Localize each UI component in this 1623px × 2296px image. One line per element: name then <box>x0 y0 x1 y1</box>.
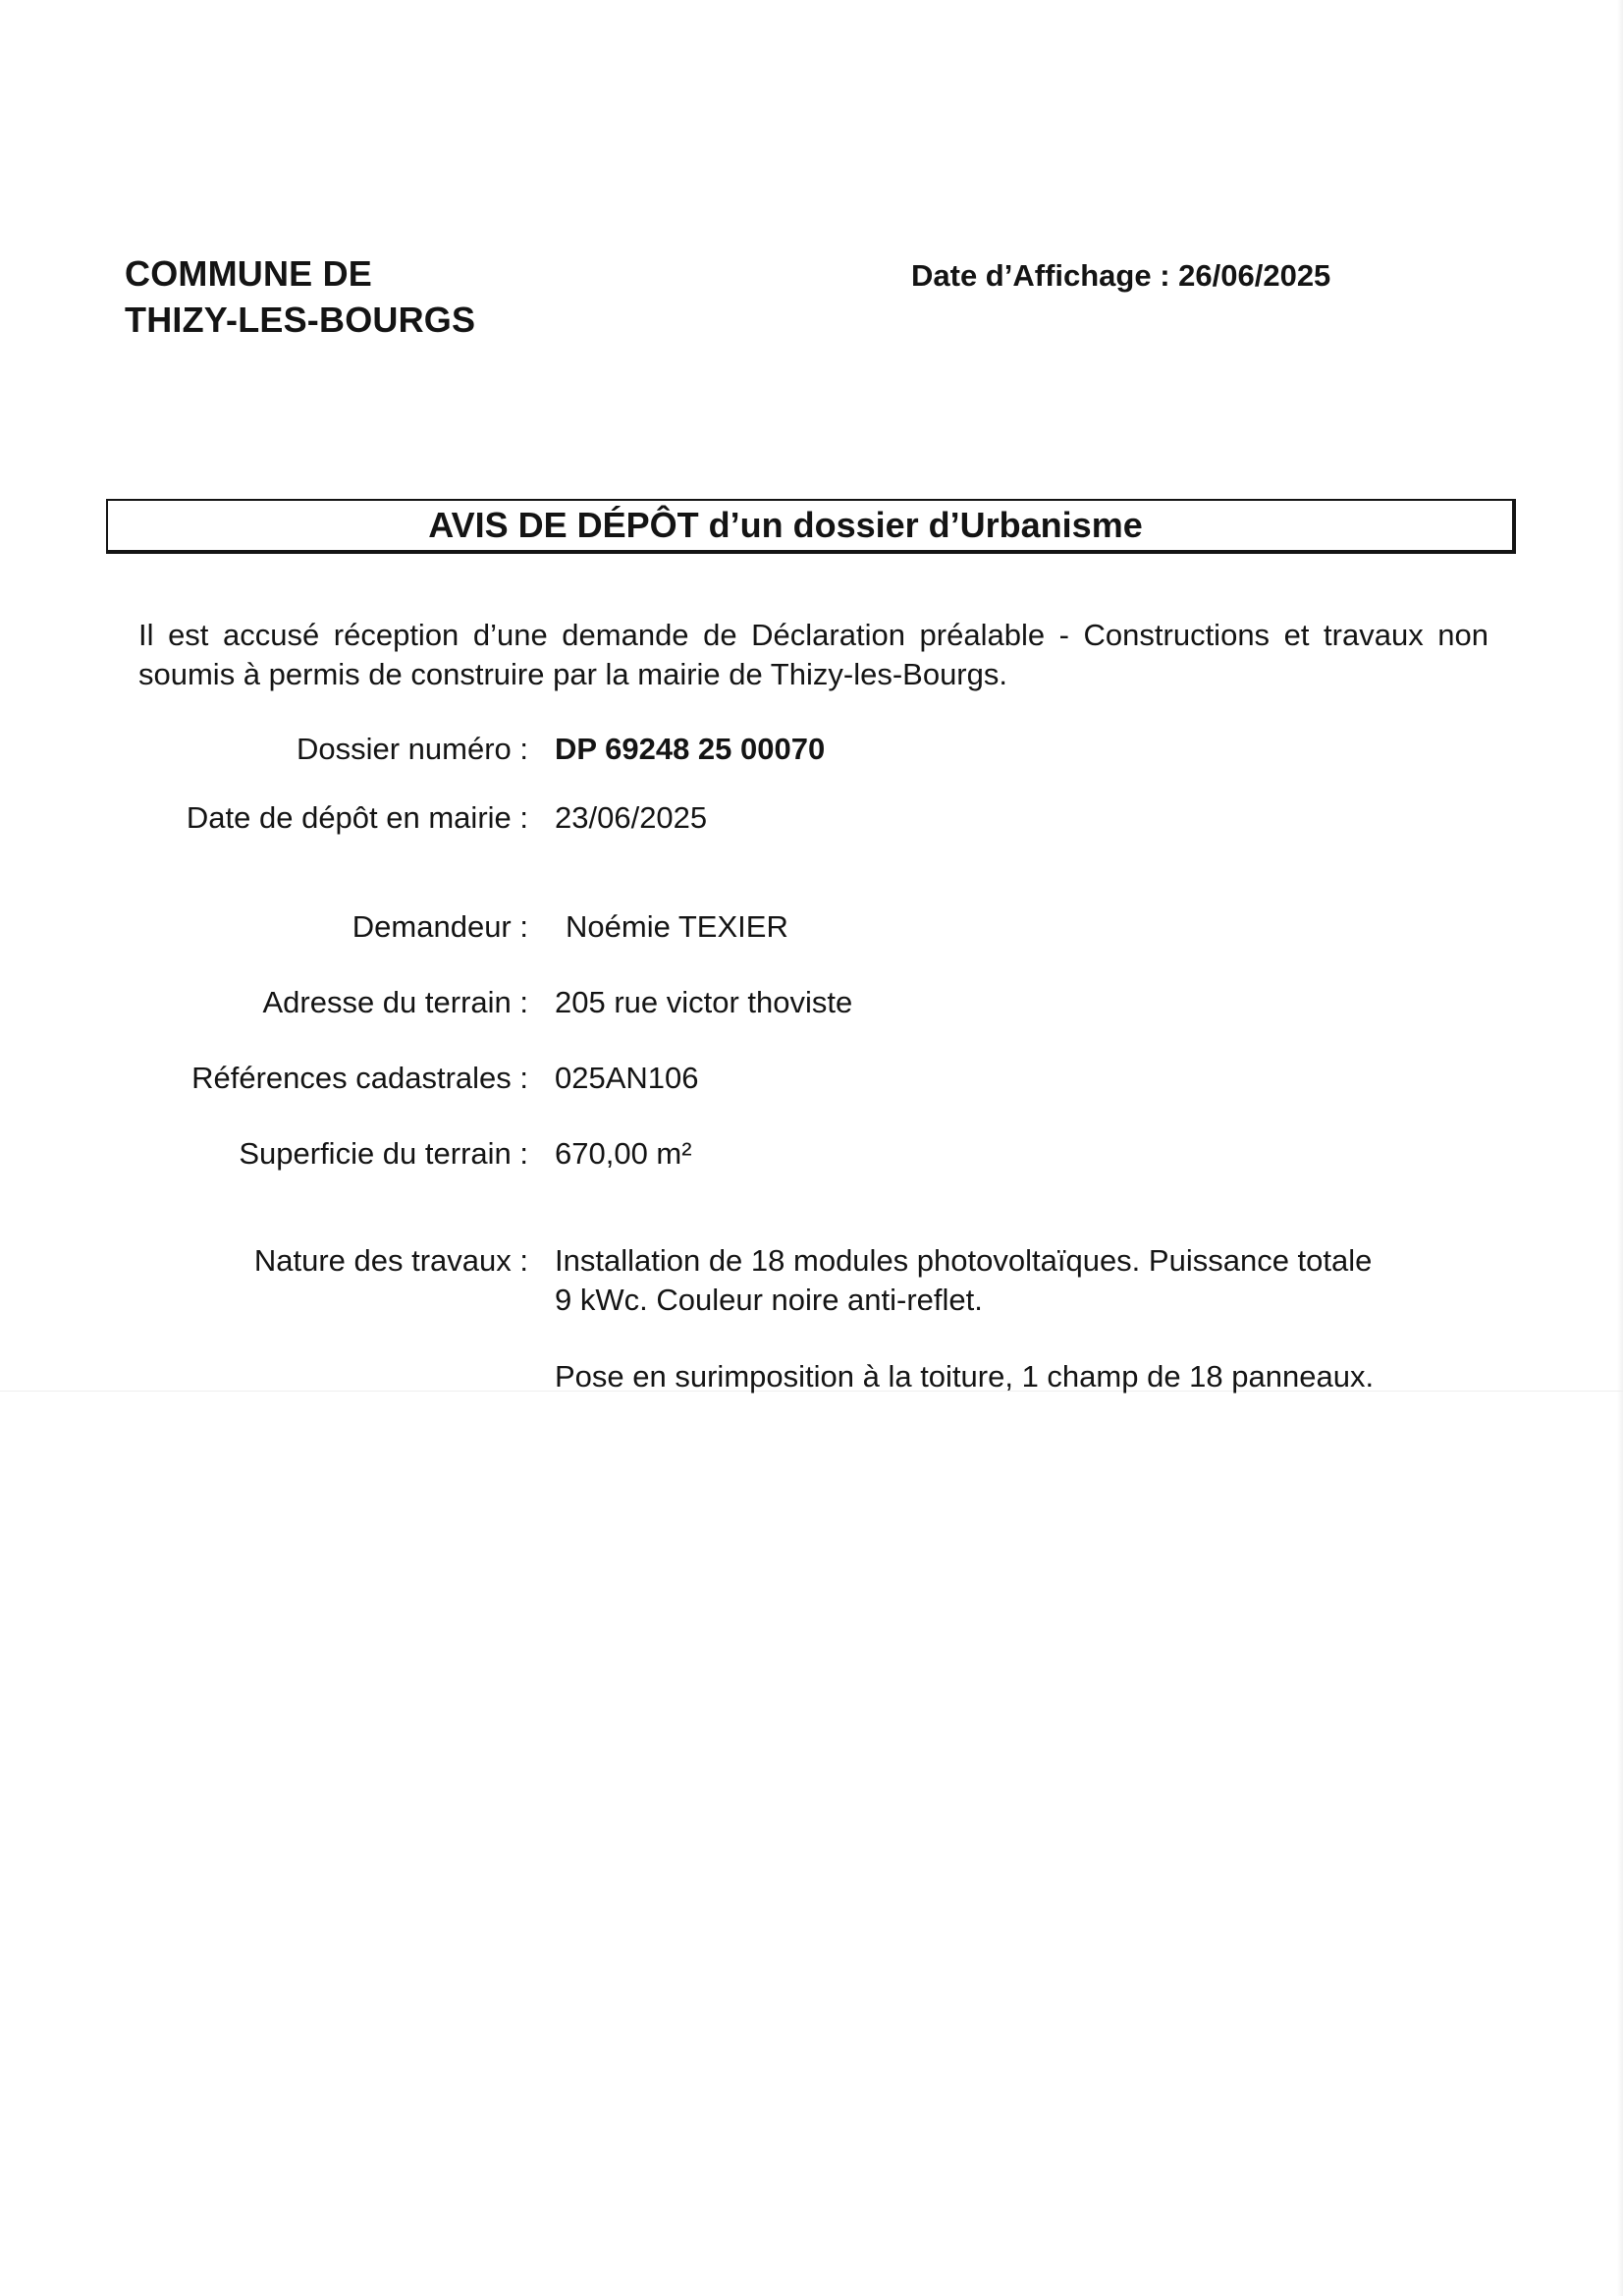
field-cadastre-label: Références cadastrales : <box>191 1061 528 1095</box>
field-adresse-label: Adresse du terrain : <box>262 985 528 1019</box>
commune-name <box>125 250 475 343</box>
field-superficie-label: Superficie du terrain : <box>239 1136 528 1171</box>
title-box <box>106 499 1516 554</box>
scan-edge <box>1617 0 1623 2296</box>
commune-line-2: THIZY-LES-BOURGS <box>125 300 476 340</box>
field-demandeur-value: Noémie TEXIER <box>566 909 788 944</box>
field-dossier-value: DP 69248 25 00070 <box>555 732 826 766</box>
document-title: AVIS DE DÉPÔT d’un dossier d’Urbanisme <box>428 505 1143 545</box>
date-affichage: Date d’Affichage : 26/06/2025 <box>911 258 1331 293</box>
field-dossier-label: Dossier numéro : <box>296 732 528 766</box>
nature-paragraph-2: Pose en surimposition à la toiture, 1 champ de 18 panneaux. <box>555 1359 1375 1394</box>
nature-paragraph-1: Installation de 18 modules photovoltaïques. Puissance totale 9 kWc. Couleur noire anti-reflet. <box>555 1243 1373 1317</box>
field-cadastre-value: 025AN106 <box>555 1061 699 1095</box>
field-date-depot-label: Date de dépôt en mairie : <box>186 800 528 835</box>
commune-line-1: COMMUNE DE <box>125 253 372 294</box>
intro-paragraph: Il est accusé réception d’une demande de Déclaration préalable - Constructions et travaux non soumis à permis de construire par la mairie de Thizy-les-Bourgs. <box>138 618 1488 691</box>
field-superficie-value: 670,00 m² <box>555 1136 692 1171</box>
field-nature-label: Nature des travaux : <box>253 1243 528 1278</box>
field-demandeur-label: Demandeur : <box>352 909 528 944</box>
field-date-depot-value: 23/06/2025 <box>555 800 708 835</box>
field-adresse-value: 205 rue victor thoviste <box>555 985 853 1019</box>
field-nature-value <box>555 1241 1380 1434</box>
